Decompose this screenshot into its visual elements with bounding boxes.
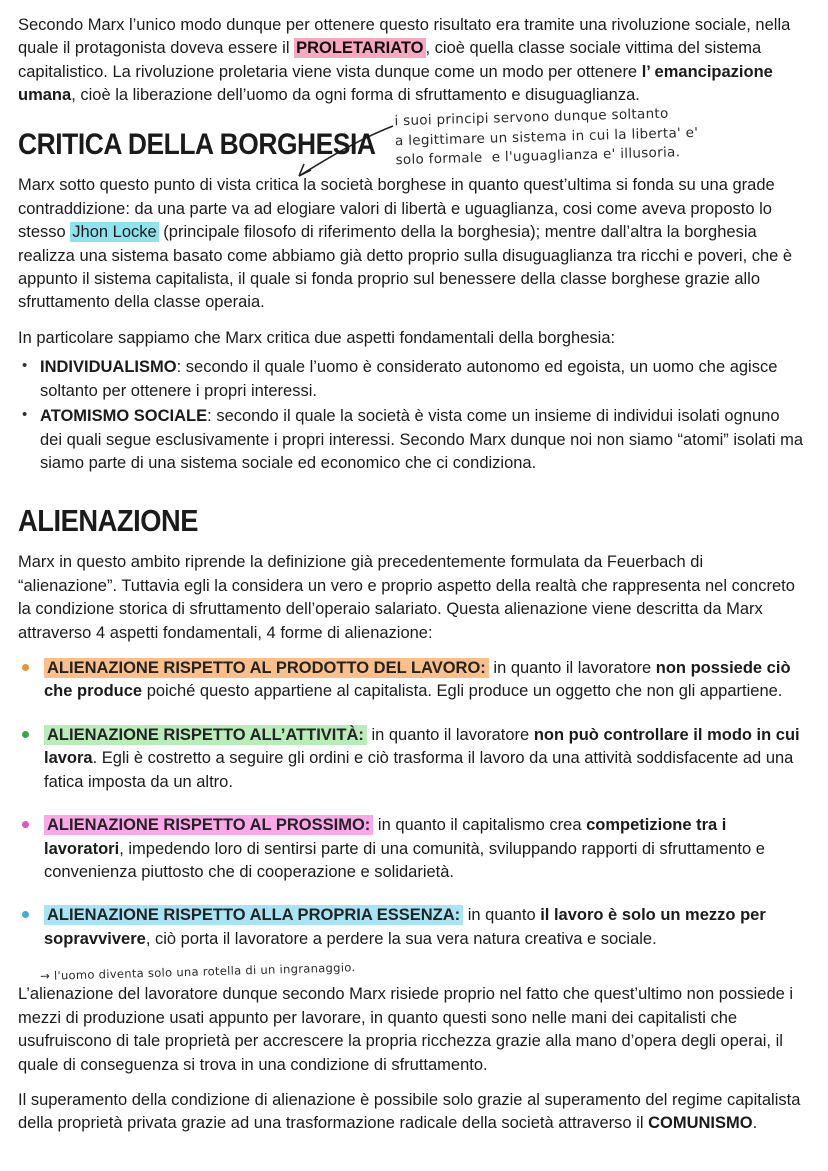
intro-text-after: , cioè quella classe sociale vittima del sistema capitalistico. La rivoluzione proletaria viene vista dunque come un modo per ottenere xyxy=(18,39,762,81)
form-label-prossimo: ALIENAZIONE RISPETTO AL PROSSIMO: xyxy=(44,815,373,835)
closing2-a: Il superamento della condizione di alienazione è possibile solo grazie al superamento del regime capitalista della proprietà privata grazie ad una trasformazione radicale della società attraverso il xyxy=(18,1090,801,1133)
form-bold-a: il lavoro è solo un mezzo per sopravvivere xyxy=(44,906,766,948)
alienation-forms-list xyxy=(18,657,806,951)
section2-intro-paragraph: Marx in questo ambito riprende la definizione già precedentemente formulata da Feuerbach di “alienazione”. Tuttavia egli la considera un vero e proprio aspetto della realtà che rappresenta nel concreto la condizione storica di sfruttamento dell’operaio salariato. Questa alienazione viene descritta da Marx attraverso 4 aspetti fondamentali, 4 forme di alienazione: xyxy=(18,553,795,642)
list-item xyxy=(18,814,806,884)
intro-text-tail: , cioè la liberazione dell’uomo da ogni forma di sfruttamento e disuguaglianza. xyxy=(71,86,640,105)
form-label-attivita: ALIENAZIONE RISPETTO ALL’ATTIVITÀ: xyxy=(44,725,367,745)
form-label-prodotto: ALIENAZIONE RISPETTO AL PRODOTTO DEL LAVORO: xyxy=(44,658,489,678)
list-item-term: ATOMISMO SOCIALE xyxy=(40,407,208,426)
borghesia-aspects-list xyxy=(18,356,806,475)
section1-paragraph-2: In particolare sappiamo che Marx critica due aspetti fondamentali della borghesia: xyxy=(18,328,616,347)
closing-paragraph-2 xyxy=(18,1089,806,1136)
intro-paragraph xyxy=(18,14,806,108)
intro-text-before: Secondo Marx l’unico modo dunque per ottenere questo risultato era tramite una rivoluzione sociale, nella quale il protagonista doveva essere il xyxy=(18,16,791,58)
closing2-b: . xyxy=(752,1114,758,1133)
section1-p1-a: Marx sotto questo punto di vista critica la società borghese in quanto quest’ultima si fonda su una grade contraddizione: da una parte va ad elogiare valori di libertà e uguaglianza, cosi come aveva proposto lo stesso xyxy=(18,176,775,242)
bullet-dot-icon xyxy=(22,821,29,828)
form-text-b: , impedendo loro di sentirsi parte di una comunità, sviluppando rapporti di sfruttamento e convenienza piuttosto che di cooperazione e solidarietà. xyxy=(44,839,765,881)
bullet-dot-icon xyxy=(22,664,29,671)
form-text-a: in quanto xyxy=(463,906,541,925)
list-item xyxy=(18,405,806,475)
form-bold-a: non possiede ciò che produce xyxy=(44,659,791,701)
list-item xyxy=(18,904,806,951)
form-bold-a: non può controllare il modo in cui lavora xyxy=(44,725,800,768)
heading-alienazione: ALIENAZIONE xyxy=(18,503,199,539)
highlight-jhon-locke: Jhon Locke xyxy=(72,223,157,242)
form-text-b: . Egli è costretto a seguire gli ordini e ciò trasforma il lavoro da una attività soddisfacente ad una fatica imposta da un altro. xyxy=(44,749,794,791)
closing2-bold: COMUNISMO xyxy=(648,1114,753,1133)
list-item-text: : secondo il quale la società è vista come un insieme di individui isolati ognuno dei quali segue esclusivamente i propri interessi. Secondo Marx dunque noi non siamo “atomi” isolati ma siamo parte di una sistema sociale ed economico che ci condiziona. xyxy=(40,407,804,472)
section1-paragraph-1 xyxy=(18,174,806,315)
form-text-a: in quanto il capitalismo crea xyxy=(373,816,587,835)
form-text-b: , ciò porta il lavoratore a perdere la sua vera natura creativa e sociale. xyxy=(145,929,657,948)
heading-critica-della-borghesia: CRITICA DELLA BORGHESIA xyxy=(18,127,376,161)
list-item-text: : secondo il quale l’uomo è considerato autonomo ed egoista, un uomo che agisce soltanto per ottenere i propri interessi. xyxy=(40,358,778,400)
section1-p1-b: (principale filosofo di riferimento della la borghesia); mentre dall’altra la borghesia realizza una sistema basato come abbiamo già detto proprio sulla disuguaglianza tra ricchi e poveri, che è appunto il sistema capitalista, il quale si fonda proprio sul benessere della classe borghese grazie allo sfruttamento della classe operaia. xyxy=(18,223,793,312)
bullet-dot-icon xyxy=(22,911,29,918)
handwritten-note-1: i suoi principi servono dunque soltanto a legittimare un sistema in cui la liberta' e' solo formale e l'uguaglianza e' illusoria. xyxy=(394,105,699,169)
highlight-proletariato: PROLETARIATO xyxy=(296,39,424,58)
form-text-a: in quanto il lavoratore xyxy=(366,725,534,744)
intro-bold-phrase: l’ emancipazione umana xyxy=(18,62,773,105)
closing-paragraph-1: L’alienazione del lavoratore dunque secondo Marx risiede proprio nel fatto che quest’ultimo non possiede i mezzi di produzione usati appunto per lavorare, in quanto questi sono nelle mani dei capitalisti che usufruiscono di tale proprietà per accrescere la propria ricchezza grazie alla mano d’opera degli operai, il quale di conseguenza si trova in una condizione di sfruttamento. xyxy=(18,985,794,1074)
form-text-b: poiché questo appartiene al capitalista. Egli produce un oggetto che non gli appartiene. xyxy=(142,682,783,701)
handwritten-note-2-row xyxy=(18,957,806,984)
list-item xyxy=(18,657,806,704)
handwritten-note-2: → l'uomo diventa solo una rotella di un ingranaggio. xyxy=(39,960,356,984)
form-bold-a: competizione tra i lavoratori xyxy=(44,816,727,858)
list-item xyxy=(18,724,806,794)
list-item xyxy=(18,356,806,403)
form-label-essenza: ALIENAZIONE RISPETTO ALLA PROPRIA ESSENZA: xyxy=(44,905,463,925)
form-text-a: in quanto il lavoratore xyxy=(488,659,656,678)
bullet-dot-icon xyxy=(22,731,29,738)
list-item-term: INDIVIDUALISMO xyxy=(40,358,177,377)
